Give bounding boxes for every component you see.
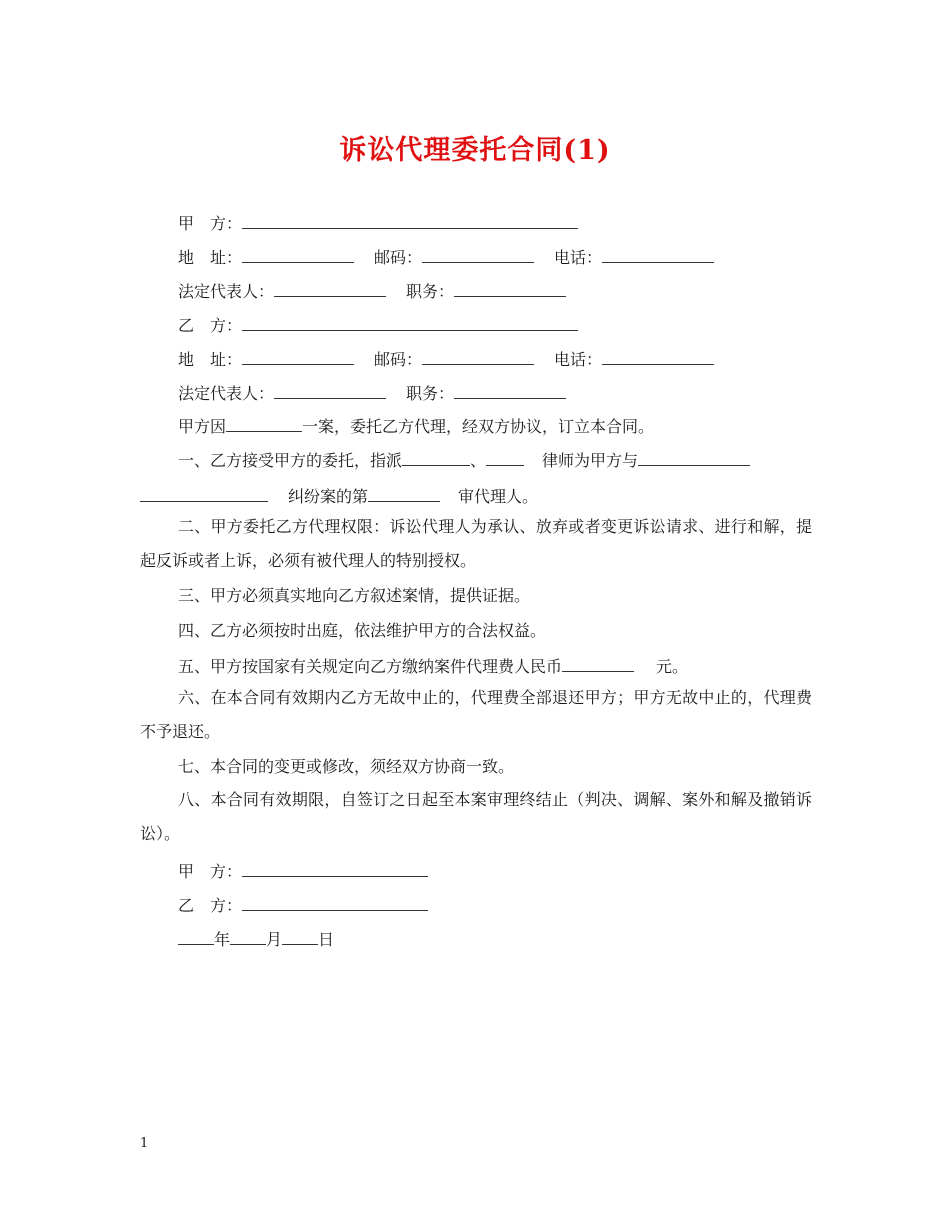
party-a-label: 甲 方：: [178, 214, 243, 233]
opponent-blank[interactable]: [638, 447, 750, 466]
party-b-title-label: 职务：: [406, 384, 455, 403]
date-line: [178, 926, 334, 952]
party-b-rep-line: [178, 380, 566, 406]
party-b-phone-label: 电话：: [554, 350, 603, 369]
sign-party-a-label: 甲 方：: [178, 862, 243, 881]
party-b-address-label: 地 址：: [178, 350, 243, 369]
year-blank[interactable]: [178, 926, 214, 945]
clause-1-text-d: 纠纷案的第: [288, 487, 369, 506]
clause-3: 三、甲方必须真实地向乙方叙述案情，提供证据。: [178, 586, 531, 605]
page-number: 1: [140, 1136, 149, 1151]
party-b-rep-blank[interactable]: [274, 380, 386, 399]
party-b-postcode-blank[interactable]: [422, 346, 534, 365]
lawyer-1-blank[interactable]: [402, 447, 470, 466]
party-a-phone-blank[interactable]: [602, 244, 714, 263]
month-label: 月: [266, 930, 283, 949]
party-a-rep-line: [178, 278, 566, 304]
party-b-phone-blank[interactable]: [602, 346, 714, 365]
party-a-blank[interactable]: [242, 210, 578, 229]
clause-7: 七、本合同的变更或修改，须经双方协商一致。: [178, 757, 515, 776]
party-b-line: [178, 312, 578, 338]
party-b-address-blank[interactable]: [242, 346, 354, 365]
party-b-address-line: [178, 346, 714, 372]
year-label: 年: [214, 930, 231, 949]
instance-blank[interactable]: [368, 483, 440, 502]
clause-5-text-a: 五、甲方按国家有关规定向乙方缴纳案件代理费人民币: [178, 657, 563, 676]
clause-1-line-2: [140, 483, 538, 509]
party-b-label: 乙 方：: [178, 316, 243, 335]
sign-party-b: [178, 892, 428, 918]
clause-1-text-c: 律师为甲方与: [542, 451, 639, 470]
document-title: 诉讼代理委托合同(1): [339, 135, 611, 166]
party-a-title-label: 职务：: [406, 282, 455, 301]
party-b-postcode-label: 邮码：: [374, 350, 423, 369]
party-a-postcode-blank[interactable]: [422, 244, 534, 263]
party-a-phone-label: 电话：: [554, 248, 603, 267]
clause-6: 六、在本合同有效期内乙方无故中止的，代理费全部退还甲方；甲方无故中止的，代理费不予退还。: [140, 688, 812, 741]
party-a-address-line: [178, 244, 714, 270]
case-name-blank[interactable]: [226, 413, 302, 432]
party-a-line: [178, 210, 578, 236]
party-a-postcode-label: 邮码：: [374, 248, 423, 267]
dispute-blank[interactable]: [140, 483, 268, 502]
party-a-title-blank[interactable]: [454, 278, 566, 297]
party-a-rep-blank[interactable]: [274, 278, 386, 297]
sign-party-b-blank[interactable]: [242, 892, 428, 911]
month-blank[interactable]: [230, 926, 266, 945]
clause-1-text-a: 一、乙方接受甲方的委托，指派: [178, 451, 403, 470]
party-b-title-blank[interactable]: [454, 380, 566, 399]
clause-1-text-e: 审代理人。: [458, 487, 539, 506]
party-a-address-blank[interactable]: [242, 244, 354, 263]
party-a-rep-label: 法定代表人：: [178, 282, 275, 301]
clause-1-sep: 、: [470, 451, 487, 470]
party-b-blank[interactable]: [242, 312, 578, 331]
fee-blank[interactable]: [562, 653, 634, 672]
day-blank[interactable]: [282, 926, 318, 945]
clause-2: 二、甲方委托乙方代理权限：诉讼代理人为承认、放弃或者变更诉讼请求、进行和解，提起反诉或者上诉，必须有被代理人的特别授权。: [140, 517, 812, 570]
sign-party-a-blank[interactable]: [242, 858, 428, 877]
intro-line: [178, 413, 654, 439]
intro-text-b: 一案，委托乙方代理，经双方协议，订立本合同。: [302, 417, 655, 436]
sign-party-a: [178, 858, 428, 884]
clause-8: 八、本合同有效期限，自签订之日起至本案审理终结止（判决、调解、案外和解及撤销诉讼）。: [140, 790, 812, 843]
intro-text-a: 甲方因: [178, 417, 227, 436]
clause-4: 四、乙方必须按时出庭，依法维护甲方的合法权益。: [178, 621, 547, 640]
sign-party-b-label: 乙 方：: [178, 896, 243, 915]
party-a-address-label: 地 址：: [178, 248, 243, 267]
lawyer-2-blank[interactable]: [486, 447, 524, 466]
day-label: 日: [318, 930, 335, 949]
clause-5: [178, 653, 688, 679]
clause-5-text-b: 元。: [656, 657, 689, 676]
clause-1-line-1: [178, 447, 750, 473]
party-b-rep-label: 法定代表人：: [178, 384, 275, 403]
